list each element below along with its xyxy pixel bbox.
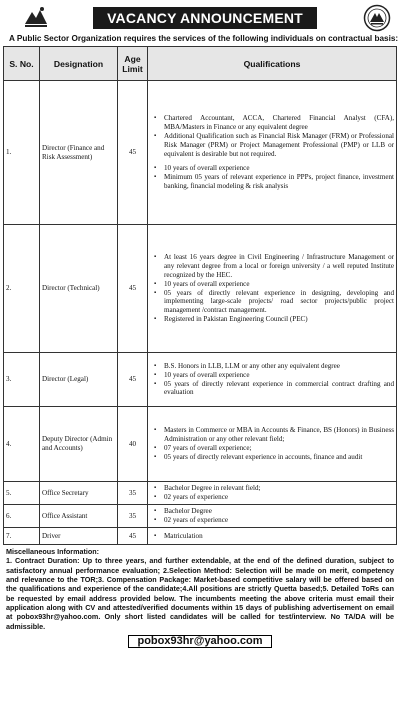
qualification-item: ▪ Chartered Accountant, ACCA, Chartered Financial Analyst (CFA), MBA/Masters in Finance or any equivalent degree	[164, 114, 394, 132]
age-limit: 45	[118, 225, 148, 353]
miscellaneous-information	[6, 547, 394, 648]
table-row	[4, 81, 397, 225]
designation: Director (Legal)	[40, 353, 118, 407]
age-limit: 35	[118, 505, 148, 528]
contact-email: pobox93hr@yahoo.com	[128, 635, 271, 648]
row-number: 1.	[4, 81, 40, 225]
column-header-qualifications: Qualifications	[148, 47, 397, 81]
qualification-item: ▪ Masters in Commerce or MBA in Accounts & Finance, BS (Honors) in Business Administration or any other relevant field;	[164, 426, 394, 444]
qualification-item: ▪ 05 years of directly relevant experience in commercial contract drafting and evaluation	[164, 380, 394, 398]
qualifications	[148, 528, 397, 545]
age-limit: 40	[118, 407, 148, 482]
table-row	[4, 482, 397, 505]
column-header-sno: S. No.	[4, 47, 40, 81]
qualification-item: ▪ 05 years of directly relevant experience in accounts, finance and audit	[164, 453, 394, 462]
table-row	[4, 407, 397, 482]
designation: Office Assistant	[40, 505, 118, 528]
qualification-item: ▪ 07 years of overall experience;	[164, 444, 394, 453]
column-header-designation: Designation	[40, 47, 118, 81]
designation: Deputy Director (Admin and Accounts)	[40, 407, 118, 482]
qualification-item: ▪ Matriculation	[164, 532, 394, 541]
qualification-item: ▪ 10 years of overall experience	[164, 371, 394, 380]
header	[3, 4, 397, 34]
designation: Office Secretary	[40, 482, 118, 505]
page-title: VACANCY ANNOUNCEMENT	[93, 7, 317, 29]
qualification-item: ▪ Minimum 05 years of relevant experience in PPPs, project finance, investment banking, financial modeling & risk analysis	[164, 173, 394, 191]
row-number: 4.	[4, 407, 40, 482]
row-number: 3.	[4, 353, 40, 407]
vacancy-table	[3, 46, 397, 545]
designation: Director (Finance and Risk Assessment)	[40, 81, 118, 225]
designation: Director (Technical)	[40, 225, 118, 353]
qualifications	[148, 407, 397, 482]
age-limit: 45	[118, 81, 148, 225]
age-limit: 45	[118, 528, 148, 545]
table-header-row	[4, 47, 397, 81]
column-header-age-limit: Age Limit	[118, 47, 148, 81]
intro-text: A Public Sector Organization requires the services of the following individuals on contractual basis:	[9, 34, 399, 43]
qualification-item: ▪ 10 years of overall experience	[164, 280, 394, 289]
qualification-item: ▪ Additional Qualification such as Financial Risk Manager (FRM) or Professional Risk Manager (PRM) or Project Management Professional (PMP) or LLB or equivalent is desirable but not required.	[164, 132, 394, 159]
qualification-item: ▪ 02 years of experience	[164, 516, 394, 525]
row-number: 2.	[4, 225, 40, 353]
designation: Driver	[40, 528, 118, 545]
age-limit: 45	[118, 353, 148, 407]
row-number: 5.	[4, 482, 40, 505]
qualification-item: ▪ B.S. Honors in LLB, LLM or any other any equivalent degree	[164, 362, 394, 371]
table-row	[4, 225, 397, 353]
qualification-item: ▪ Registered in Pakistan Engineering Council (PEC)	[164, 315, 394, 324]
row-number: 7.	[4, 528, 40, 545]
row-number: 6.	[4, 505, 40, 528]
qualifications	[148, 81, 397, 225]
table-row	[4, 353, 397, 407]
qualification-item: ▪ Bachelor Degree in relevant field;	[164, 484, 394, 493]
qualification-item: ▪ 05 years of directly relevant experience in designing, developing and implementing large-scale projects/ road sector projects/public project management /contract management.	[164, 289, 394, 316]
government-seal-icon	[363, 4, 391, 32]
misc-body: 1. Contract Duration: Up to three years, and further extendable, at the end of the defined duration, subject to satisfactory annual performance evaluation; 2.Selection Method: Selection will be made on merit, competency and relevance to the TOR;3. Compensation Package: Market-based competitive salary will be offered based on the qualifications and experience of the candidate;4.All positions are strictly Quetta based;5. Detailed ToRs can be requested by email address provided below. The incumbents meeting the above criteria must email their application along with CV and attested/verified documents within 15 days of publishing advertisement on email at pobox93hr@yahoo.com. Only short listed candidates will be called for test/interview. No TA/DA will be admissible.	[6, 556, 394, 631]
qualification-item: ▪ 02 years of experience	[164, 493, 394, 502]
table-row	[4, 505, 397, 528]
qualifications	[148, 225, 397, 353]
qualification-item: ▪ 10 years of overall experience	[164, 164, 394, 173]
organization-logo-icon	[23, 4, 49, 30]
qualifications	[148, 353, 397, 407]
qualification-item: ▪ Bachelor Degree	[164, 507, 394, 516]
qualifications	[148, 505, 397, 528]
qualification-item: ▪ At least 16 years degree in Civil Engineering / Infrastructure Management or any relevant degree from a local or foreign university / a well reputed Institute recognized by the HEC.	[164, 253, 394, 280]
misc-heading: Miscellaneous Information:	[6, 547, 100, 556]
qualifications	[148, 482, 397, 505]
table-row	[4, 528, 397, 545]
age-limit: 35	[118, 482, 148, 505]
